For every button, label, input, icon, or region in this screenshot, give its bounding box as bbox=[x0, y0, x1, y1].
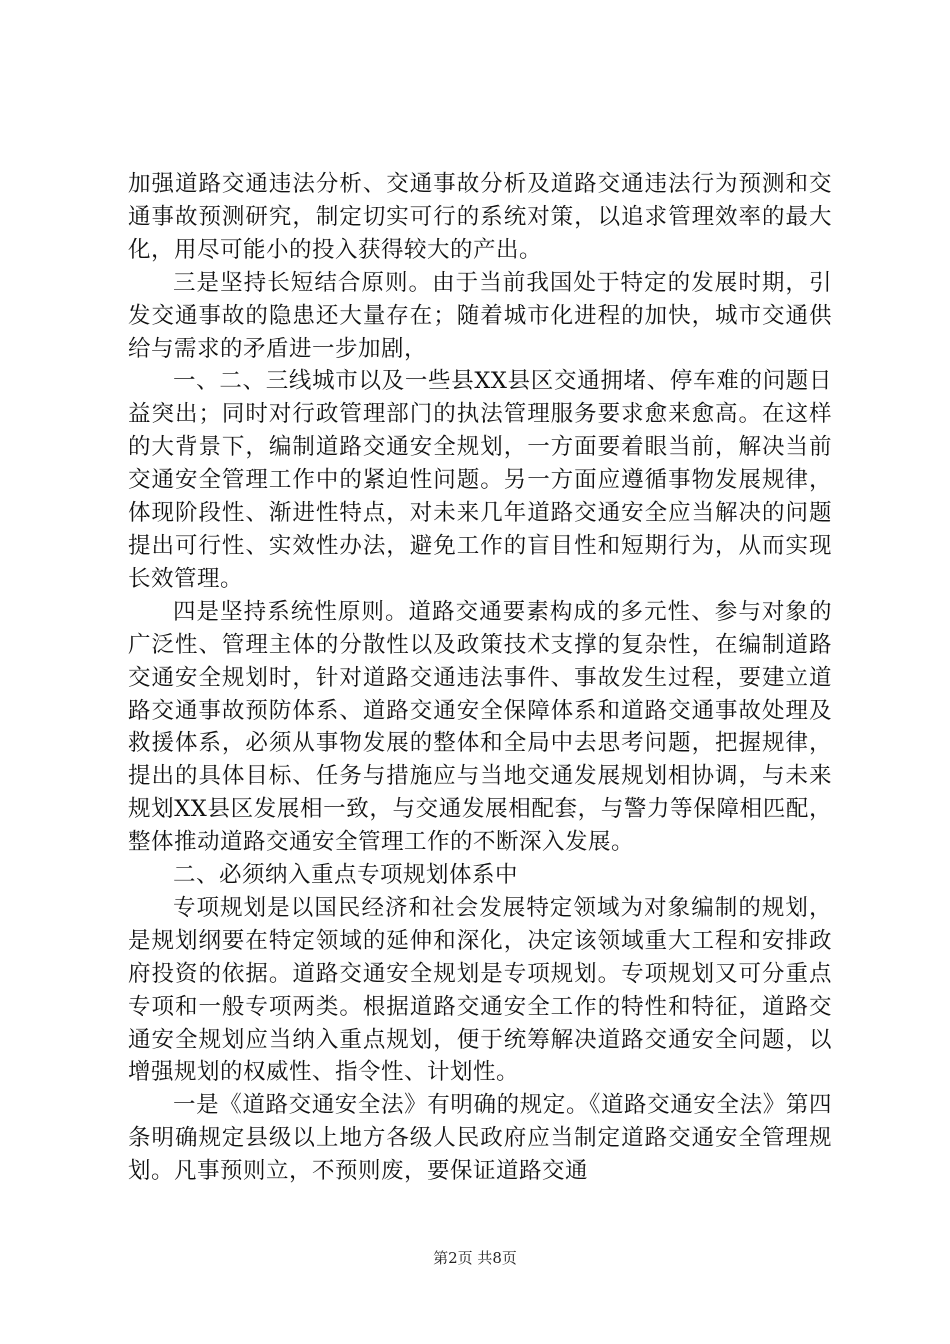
paragraph-2: 三是坚持长短结合原则。由于当前我国处于特定的发展时期，引发交通事故的隐患还大量存在；随着城市化进程的加快，城市交通供给与需求的矛盾进一步加剧， bbox=[128, 269, 832, 362]
paragraph-4: 四是坚持系统性原则。道路交通要素构成的多元性、参与对象的广泛性、管理主体的分散性以及政策技术支撑的复杂性，在编制道路交通安全规划时，针对道路交通违法事件、事故发生过程，要建立道路交通事故预防体系、道路交通安全保障体系和道路交通事故处理及救援体系，必须从事物发展的整体和全局中去思考问题，把握规律，提出的具体目标、任务与措施应与当地交通发展规划相协调，与未来规划XX县区发展相一致，与交通发展相配套，与警力等保障相匹配，整体推动道路交通安全管理工作的不断深入发展。 bbox=[128, 598, 832, 856]
page-number-footer: 第2页 共8页 bbox=[433, 1249, 517, 1267]
paragraph-1: 加强道路交通违法分析、交通事故分析及道路交通违法行为预测和交通事故预测研究，制定切实可行的系统对策，以追求管理效率的最大化，用尽可能小的投入获得较大的产出。 bbox=[128, 171, 832, 263]
document-body bbox=[128, 168, 832, 1188]
paragraph-6: 一是《道路交通安全法》有明确的规定。《道路交通安全法》第四条明确规定县级以上地方各级人民政府应当制定道路交通安全管理规划。凡事预则立，不预则废，要保证道路交通 bbox=[128, 1092, 832, 1185]
paragraph-5: 专项规划是以国民经济和社会发展特定领域为对象编制的规划，是规划纲要在特定领域的延伸和深化，决定该领域重大工程和安排政府投资的依据。道路交通安全规划是专项规划。专项规划又可分重点专项和一般专项两类。根据道路交通安全工作的特性和特征，道路交通安全规划应当纳入重点规划，便于统筹解决道路交通安全问题，以增强规划的权威性、指令性、计划性。 bbox=[128, 894, 832, 1086]
section-heading: 二、必须纳入重点专项规划体系中 bbox=[173, 862, 519, 889]
paragraph-3: 一、二、三线城市以及一些县XX县区交通拥堵、停车难的问题日益突出；同时对行政管理部门的执法管理服务要求愈来愈高。在这样的大背景下，编制道路交通安全规划，一方面要着眼当前，解决当前交通安全管理工作中的紧迫性问题。另一方面应遵循事物发展规律，体现阶段性、渐进性特点，对未来几年道路交通安全应当解决的问题提出可行性、实效性办法，避免工作的盲目性和短期行为，从而实现长效管理。 bbox=[128, 368, 832, 592]
